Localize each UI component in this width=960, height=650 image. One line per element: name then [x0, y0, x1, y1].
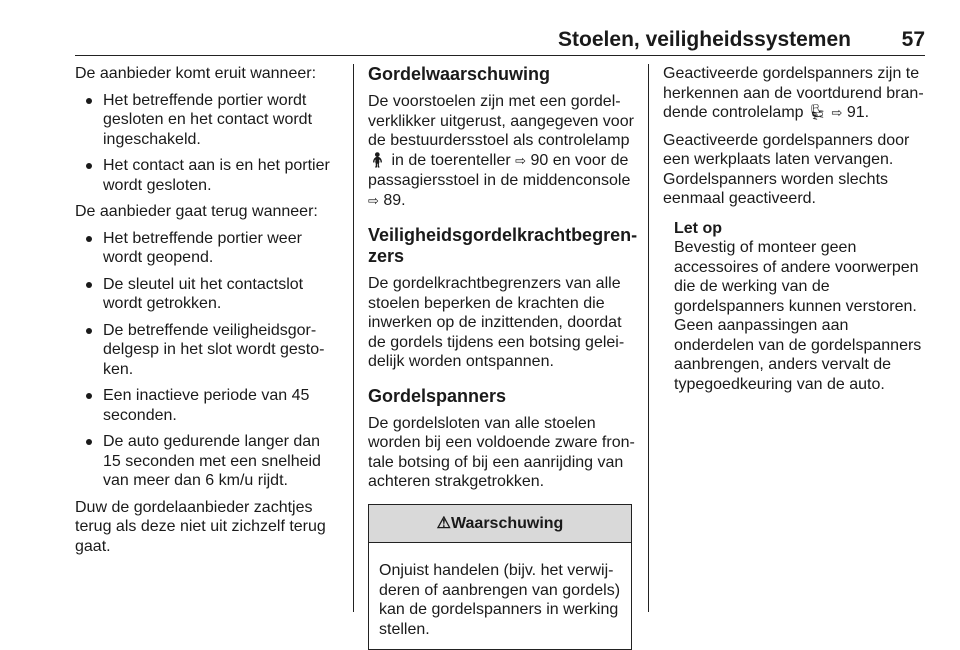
heading-seatbelt-warning: Gordelwaarschuwing	[368, 64, 636, 85]
page-reference-link[interactable]: 90	[531, 152, 549, 169]
list-item: De betreffende veiligheidsgordelgesp in het slot wordt gestoken.	[75, 321, 337, 380]
list-item: Het betreffende portier wordt gesloten en het contact wordt ingeschakeld.	[75, 91, 337, 150]
intro-back-text: De aanbieder gaat terug wanneer:	[75, 202, 337, 222]
pretensioners-text: De gordelsloten van alle stoelen worden bij een voldoende zware frontale botsing of bij een aanrijding van achteren strakgetrokken.	[368, 414, 636, 492]
out-conditions-list	[75, 91, 337, 196]
column-divider-1	[353, 64, 354, 612]
activated-part1: Geactiveerde gordelspanners zijn te herkennen aan de voortdurend brandende controlelamp	[663, 65, 924, 121]
airbag-readiness-icon: 💺︎	[808, 103, 827, 121]
seatbelt-warning-part3: en voor de passagiersstoel in de middenconsole	[368, 152, 630, 190]
seatbelt-warning-part2: in de toerenteller	[392, 152, 511, 169]
page-reference-arrow-icon: ⇨	[832, 106, 843, 121]
note-block	[663, 219, 928, 395]
note-text: Bevestig of monteer geen accessoires of andere voorwerpen die de werking van de gordelspanners kunnen verstoren. Geen aanpassingen aan onderdelen van de gordelspanners aanbrengen, anders vervalt de typegoedkeuring van de auto.	[674, 238, 928, 394]
warning-text: Onjuist handelen (bijv. het verwijderen of aanbrengen van gordels) kan de gordelspanners in werking stellen.	[369, 543, 631, 649]
activated-pretensioners-text	[663, 64, 928, 124]
page-number: 57	[902, 28, 925, 52]
list-item: Het contact aan is en het portier wordt gesloten.	[75, 156, 337, 195]
note-title: Let op	[674, 219, 928, 239]
heading-pretensioners: Gordelspanners	[368, 386, 636, 407]
warning-title: Waarschuwing	[451, 515, 563, 532]
seatbelt-warning-text	[368, 92, 636, 211]
warning-box	[368, 504, 632, 650]
list-item: De auto gedurende langer dan 15 seconden met een snelheid van meer dan 6 km/u rijdt.	[75, 432, 337, 491]
back-conditions-list	[75, 229, 337, 491]
list-item: Een inactieve periode van 45 seconden.	[75, 386, 337, 425]
column-1	[75, 64, 337, 563]
closing-text: Duw de gordelaanbieder zachtjes terug als deze niet uit zichzelf terug gaat.	[75, 498, 337, 557]
seatbelt-warning-part1: De voorstoelen zijn met een gordelverklikker uitgerust, aangegeven voor de bestuurdersstoel als controlelamp	[368, 93, 634, 149]
list-item: Het betreffende portier weer wordt geopend.	[75, 229, 337, 268]
force-limiter-text: De gordelkrachtbegrenzers van alle stoelen beperken de krachten die inwerken op de inzittenden, doordat de gordels tijdens een botsing geleidelijk worden ontspannen.	[368, 274, 636, 372]
page-reference-arrow-icon: ⇨	[515, 154, 526, 169]
intro-out-text: De aanbieder komt eruit wanneer:	[75, 64, 337, 84]
heading-force-limiter: Veiligheidsgordelkrachtbegrenzers	[368, 225, 636, 267]
column-2	[368, 64, 636, 650]
header-rule	[75, 55, 925, 56]
page-reference-arrow-icon: ⇨	[368, 194, 379, 209]
seatbelt-warning-icon: 🧍︎	[368, 151, 387, 169]
page-title: Stoelen, veiligheidssystemen	[558, 28, 851, 52]
page-header	[75, 22, 925, 56]
warning-triangle-icon: ⚠︎	[437, 515, 451, 532]
replacement-text: Geactiveerde gordelspanners door een werkplaats laten vervangen. Gordelspanners worden slechts eenmaal geactiveerd.	[663, 131, 928, 209]
column-divider-2	[648, 64, 649, 612]
column-3	[663, 64, 928, 394]
page-reference-link[interactable]: 89.	[383, 192, 405, 209]
page-reference-link[interactable]: 91.	[847, 104, 869, 121]
warning-header	[369, 505, 631, 544]
list-item: De sleutel uit het contactslot wordt getrokken.	[75, 275, 337, 314]
